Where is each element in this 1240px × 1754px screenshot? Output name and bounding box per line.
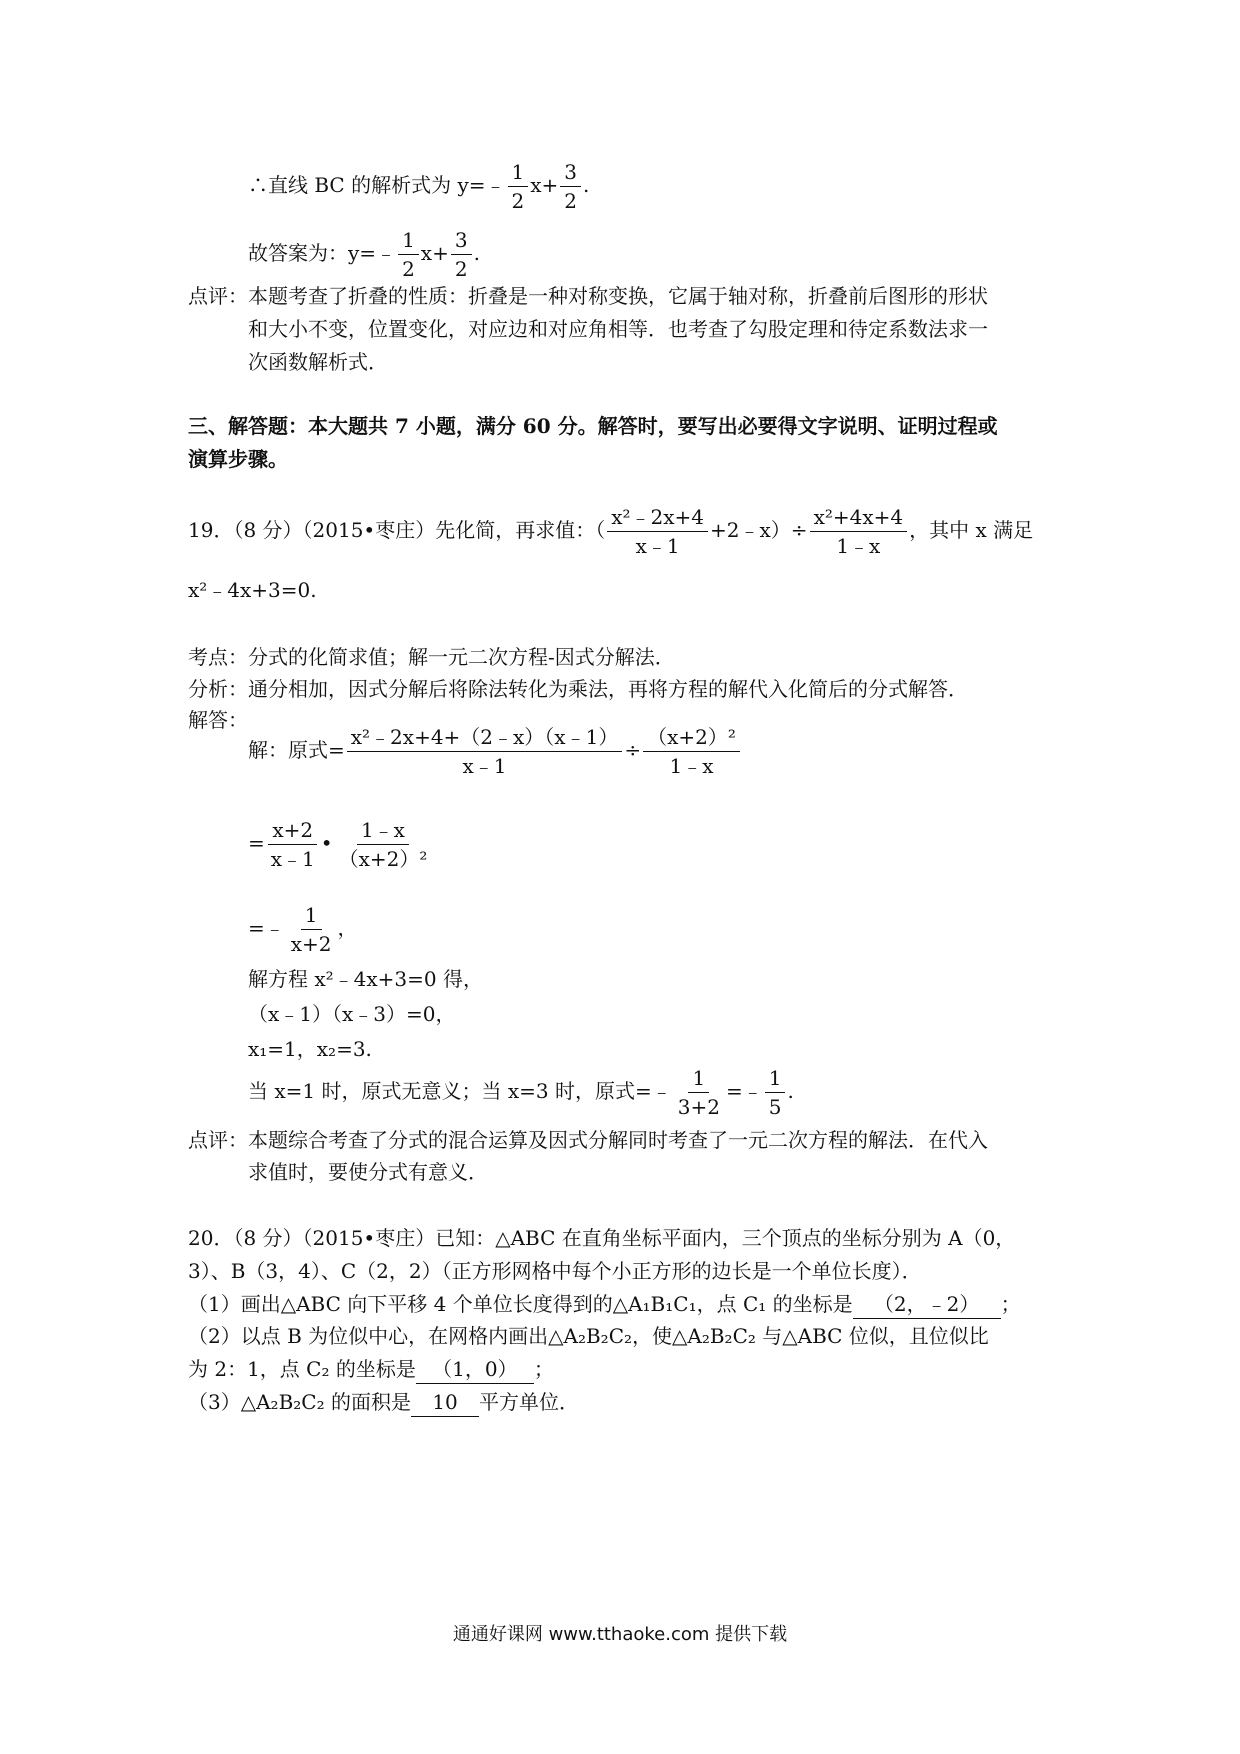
q20-part-3: （3）△A₂B₂C₂ 的面积是 10 平方单位． xyxy=(188,1388,579,1417)
q20-line-1: 20．（8 分）（2015•枣庄）已知：△ABC 在直角坐标平面内，三个顶点的坐标分别为 A（0， xyxy=(188,1226,1016,1250)
comment-line-2: 和大小不变，位置变化，对应边和对应角相等．也考查了勾股定理和待定系数法求一 xyxy=(248,317,988,341)
comment-line-3: 次函数解析式． xyxy=(248,350,388,374)
q19-step2-fraction-1: $\frac{x+2}{x﹣1}$ xyxy=(267,818,319,871)
therefore-text: ∴直线 BC 的解析式为 y=﹣ xyxy=(248,173,506,197)
q20-part-2-line-2: 为 2：1，点 C₂ 的坐标是 （1，0） ； xyxy=(188,1355,554,1384)
section-heading-line-1: 三、解答题：本大题共 7 小题，满分 60 分。解答时，要写出必要得文字说明、证明过程或 xyxy=(188,414,998,438)
q20-part-1-answer: （2，﹣2） xyxy=(853,1290,1001,1319)
q20-part-2-line-1: （2）以点 B 为位似中心，在网格内画出△A₂B₂C₂，使△A₂B₂C₂ 与△ABC 位似，且位似比 xyxy=(188,1324,989,1348)
q20-part-3-answer: 10 xyxy=(411,1388,479,1417)
q19-comment-line-2: 求值时，要使分式有意义． xyxy=(248,1160,488,1184)
q19-solve-1: 解方程 x²﹣4x+3=0 得， xyxy=(248,967,483,991)
q19-step-2: = $\frac{x+2}{x﹣1}$ • $\frac{1﹣x}{\text{（x+2）²}}$ xyxy=(248,818,433,871)
q19-statement: 19．（8 分）（2015•枣庄）先化简，再求值：（ $\frac{\text{x²﹣2x+4}}{x﹣1}$ +2﹣x）÷ $\frac{\text{x²+4x+4}}{1﹣x}$ ，其中 x 满足 xyxy=(188,505,1034,558)
q19-final-fraction-2: $\frac{1}{5}$ xyxy=(765,1066,786,1119)
q19-condition: x²﹣4x+3=0. xyxy=(188,578,317,602)
q19-comment-label: 点评： xyxy=(188,1128,248,1152)
comment-line-1: 本题考查了折叠的性质：折叠是一种对称变换，它属于轴对称，折叠前后图形的形状 xyxy=(248,284,988,308)
fraction-three-halves: $\frac{3}{2}$ xyxy=(451,228,472,281)
q20-part-2-answer: （1，0） xyxy=(416,1355,534,1384)
q19-step-3: =﹣ $\frac{1}{x+2}$ ， xyxy=(248,903,358,956)
q19-step-1: 解：原式= $\frac{\text{x²﹣2x+4+（2﹣x）（x﹣1）}}{x﹣1}$ ÷ $\frac{\text{（x+2）²}}{1﹣x}$ xyxy=(248,725,742,778)
fraction-one-half: $\frac{1}{2}$ xyxy=(508,160,529,213)
q20-line-2: 3）、B（3，4）、C（2，2）（正方形网格中每个小正方形的边长是一个单位长度）． xyxy=(188,1259,922,1283)
q19-comment-line-1: 本题综合考查了分式的混合运算及因式分解同时考查了一元二次方程的解法．在代入 xyxy=(248,1128,988,1152)
q19-fraction-2: $\frac{\text{x²+4x+4}}{1﹣x}$ xyxy=(810,505,908,558)
q19-jieda-label: 解答： xyxy=(188,708,248,732)
fraction-three-halves: $\frac{3}{2}$ xyxy=(560,160,581,213)
q19-final: 当 x=1 时，原式无意义；当 x=3 时，原式=﹣ $\frac{1}{3+2}$ =﹣ $\frac{1}{5}$ . xyxy=(248,1066,794,1119)
q19-step1-fraction-1: $\frac{\text{x²﹣2x+4+（2﹣x）（x﹣1）}}{x﹣1}$ xyxy=(347,725,623,778)
section-heading-line-2: 演算步骤。 xyxy=(188,447,288,471)
page-footer: 通通好课网 www.tthaoke.com 提供下载 xyxy=(452,1624,788,1645)
q19-solve-2: （x﹣1）（x﹣3）=0， xyxy=(248,1002,456,1026)
q19-step3-fraction: $\frac{1}{x+2}$ xyxy=(290,903,332,956)
comment-label: 点评： xyxy=(188,284,248,308)
fraction-one-half: $\frac{1}{2}$ xyxy=(398,228,419,281)
q19-solve-3: x₁=1，x₂=3. xyxy=(248,1037,372,1061)
q19-kaodian: 考点：分式的化简求值；解一元二次方程-因式分解法． xyxy=(188,645,675,669)
q19-final-fraction-1: $\frac{1}{3+2}$ xyxy=(677,1066,720,1119)
answer-text: 故答案为：y=﹣ xyxy=(248,241,397,265)
q19-step1-fraction-2: $\frac{\text{（x+2）²}}{1﹣x}$ xyxy=(643,725,740,778)
q19-step2-fraction-2: $\frac{1﹣x}{\text{（x+2）²}}$ xyxy=(338,818,428,871)
q19-fraction-1: $\frac{\text{x²﹣2x+4}}{x﹣1}$ xyxy=(607,505,708,558)
q20-part-1: （1）画出△ABC 向下平移 4 个单位长度得到的△A₁B₁C₁，点 C₁ 的坐标是 （2，﹣2） ； xyxy=(188,1290,1021,1319)
answer-line: 故答案为：y=﹣ $\frac{1}{2}$ x+ $\frac{3}{2}$ . xyxy=(248,228,480,281)
q19-fenxi: 分析：通分相加，因式分解后将除法转化为乘法，再将方程的解代入化简后的分式解答． xyxy=(188,677,968,701)
therefore-line: ∴直线 BC 的解析式为 y=﹣ $\frac{1}{2}$ x+ $\frac{3}{2}$ . xyxy=(248,160,590,213)
